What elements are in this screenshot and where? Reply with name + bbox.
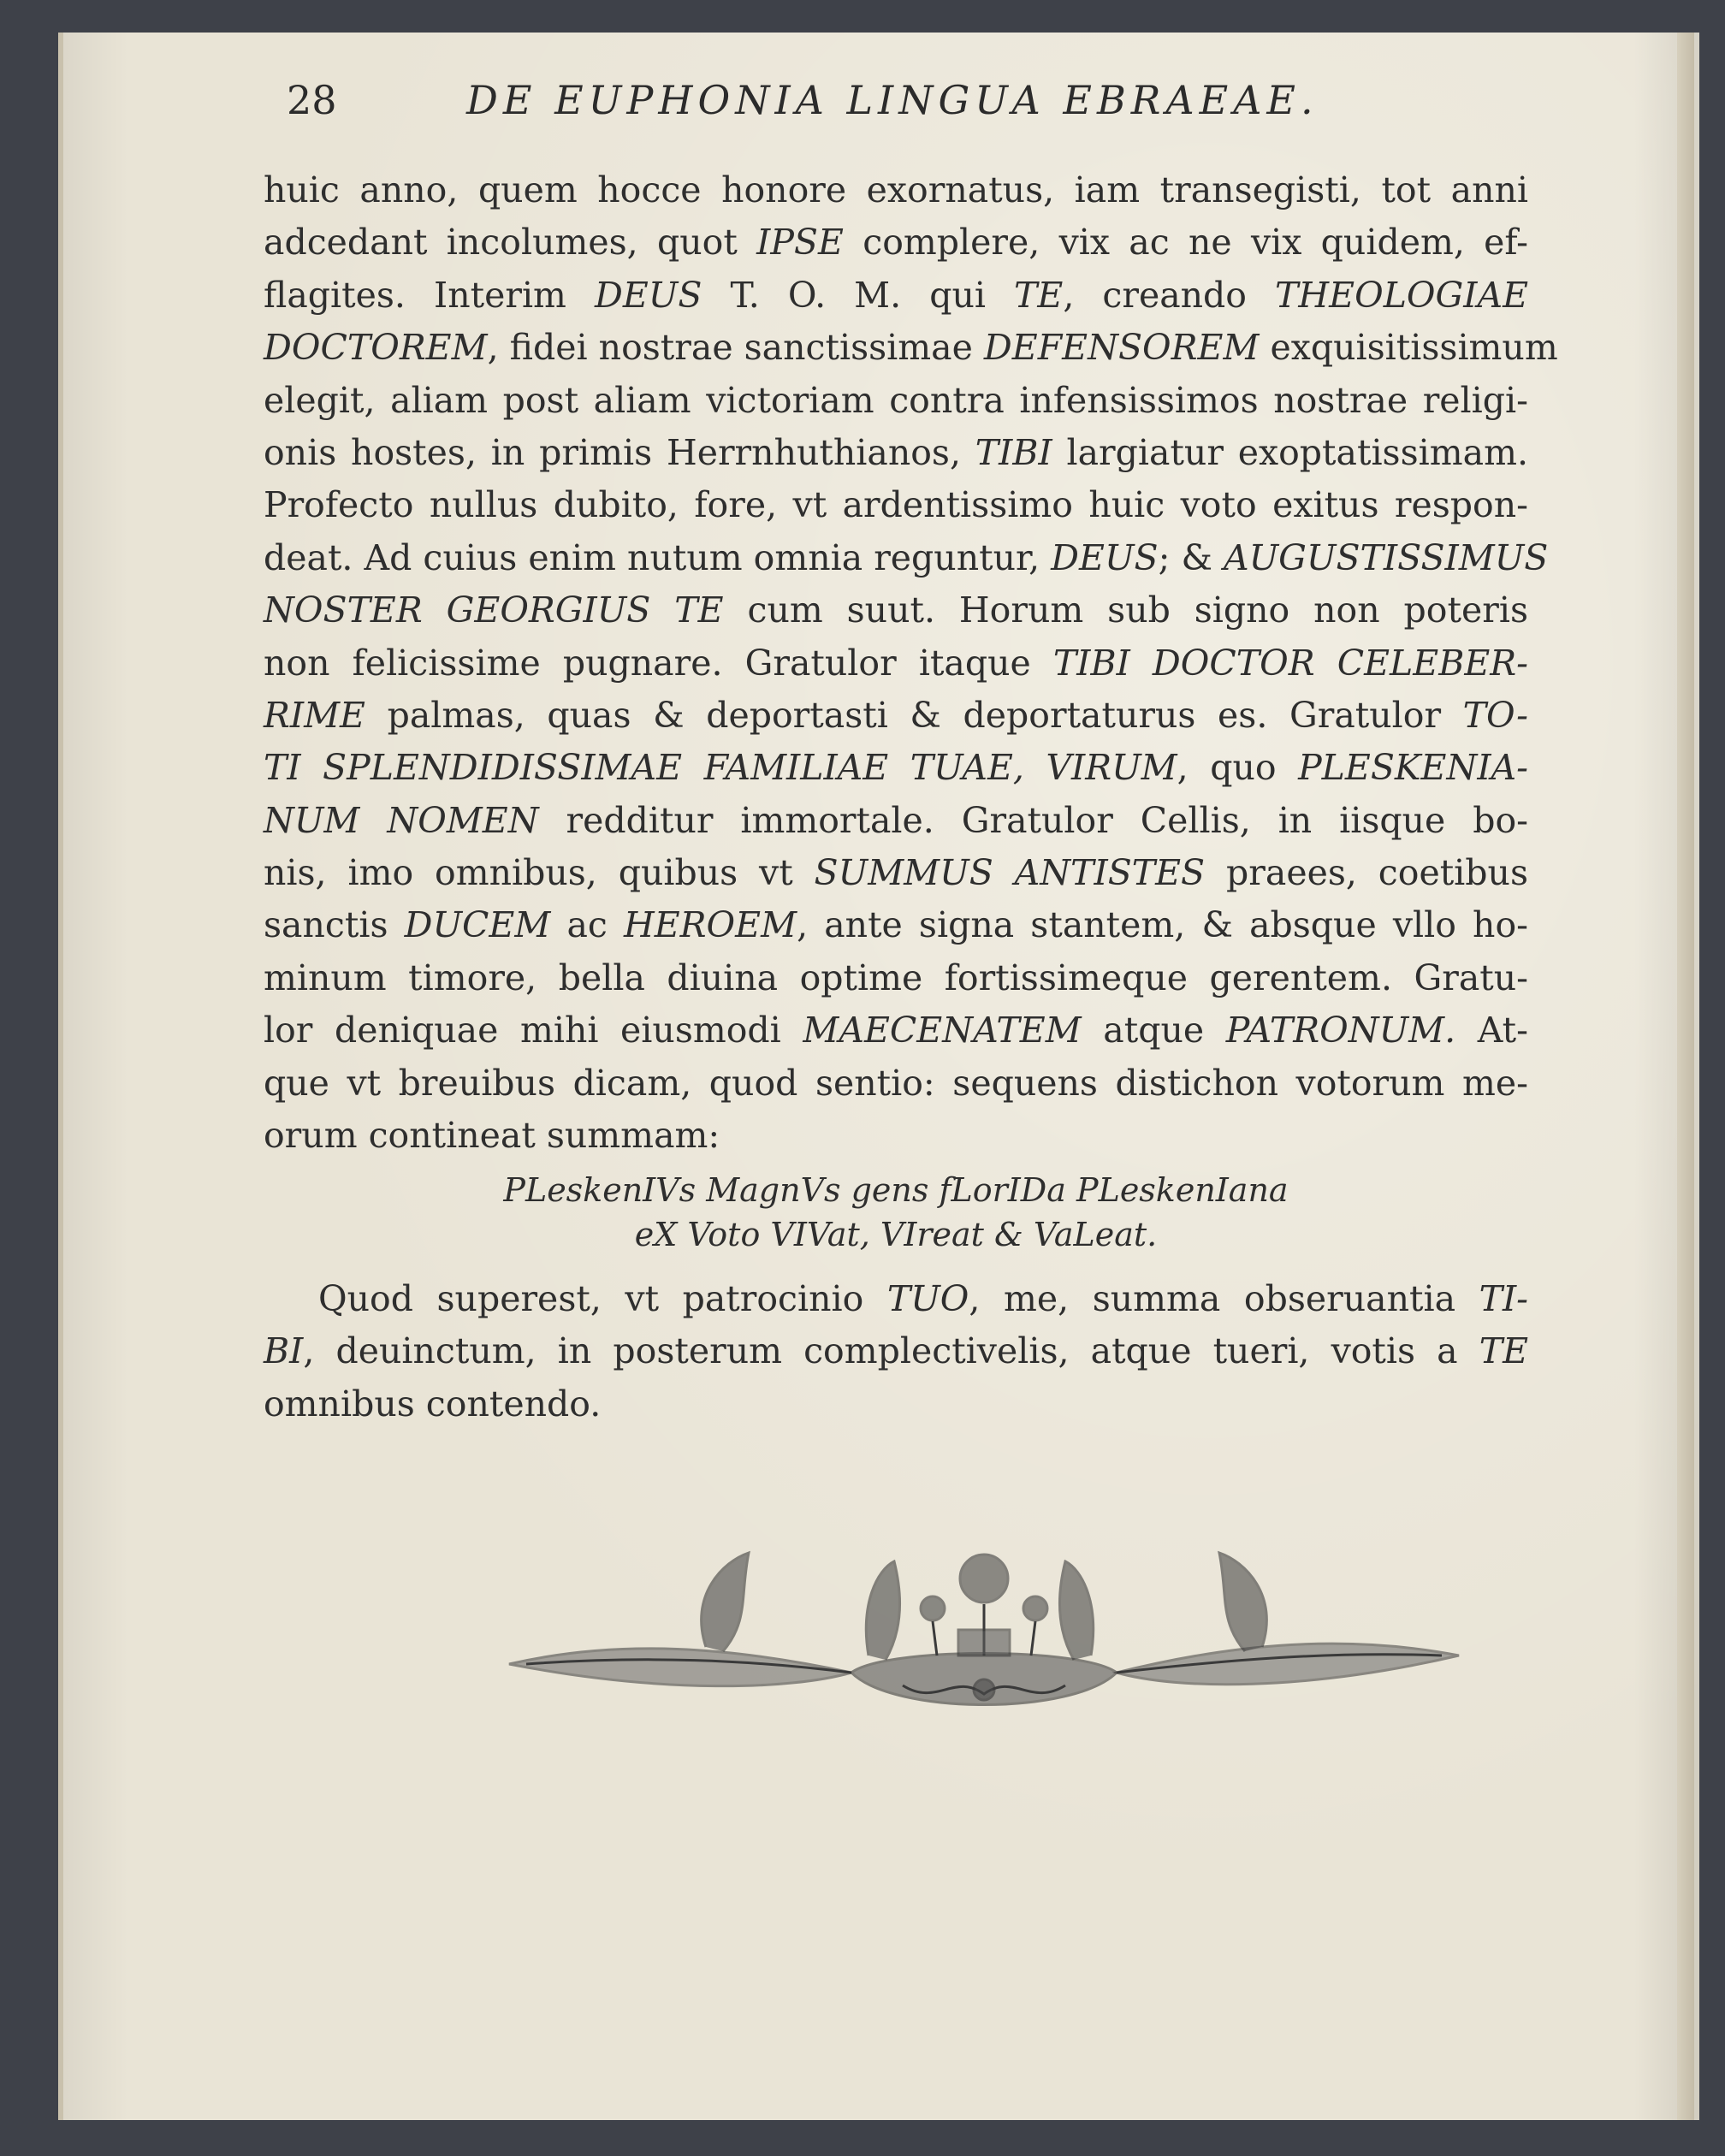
page-number: 28 <box>287 77 337 123</box>
text-run: nis, imo omnibus, quibus vt <box>264 852 815 894</box>
verse-line: PLeskenIVs MagnVs gens fLorIDa PLeskenIana <box>503 1171 1289 1209</box>
text-run: Profecto nullus dubito, fore, vt ardentissimo huic voto exitus respon- <box>264 484 1528 526</box>
italic-text: NUM NOMEN <box>264 799 539 841</box>
text-run: complere, vix ac ne vix quidem, ef- <box>843 222 1528 264</box>
text-run: adcedant incolumes, quot <box>264 222 757 264</box>
italic-text: TE <box>1479 1330 1528 1372</box>
text-run: , deuinctum, in posterum complectivelis, atque tueri, votis a <box>303 1330 1479 1372</box>
text-run: cum suut. Horum sub signo non poteris <box>723 589 1528 631</box>
text-run: lor deniquae mihi eiusmodi <box>264 1010 803 1051</box>
text-line <box>264 795 1528 847</box>
text-line <box>264 637 1528 690</box>
text-run: redditur immortale. Gratulor Cellis, in iisque bo- <box>538 799 1528 841</box>
text-run: que vt breuibus dicam, quod sentio: sequens distichon votorum me- <box>264 1062 1528 1104</box>
italic-text: BI <box>264 1330 304 1372</box>
text-run: ; & <box>1158 536 1224 578</box>
text-line <box>264 584 1528 637</box>
italic-text: PATRONUM. <box>1225 1010 1456 1051</box>
text-line <box>264 532 1549 584</box>
running-title: DE EUPHONIA LINGUA EBRAEAE. <box>466 77 1319 123</box>
text-run: , me, summa obseruantia <box>969 1278 1479 1319</box>
text-run: deat. Ad cuius enim nutum omnia reguntur, <box>264 536 1052 578</box>
text-run: ac <box>550 904 624 946</box>
italic-text: TUO <box>886 1278 969 1319</box>
text-line <box>264 427 1528 479</box>
verse-distichon <box>264 1168 1528 1257</box>
italic-text: AUGUSTISSIMUS <box>1224 536 1549 578</box>
text-line <box>264 1378 1528 1430</box>
text-line <box>264 899 1528 951</box>
text-run: huic anno, quem hocce honore exornatus, iam transegisti, tot anni <box>264 169 1528 210</box>
text-line <box>264 375 1528 427</box>
text-run: , fidei nostrae sanctissimae <box>487 327 984 369</box>
text-line <box>264 479 1528 531</box>
italic-text: DEUS <box>1051 536 1159 578</box>
text-run: palmas, quas & deportasti & deportaturus es. Gratulor <box>365 694 1463 736</box>
text-line <box>264 216 1528 269</box>
text-line <box>264 1004 1528 1057</box>
italic-text: DUCEM <box>404 904 551 946</box>
italic-text: HEROEM <box>623 904 797 946</box>
italic-text: NOSTER GEORGIUS TE <box>264 589 724 631</box>
text-run: onis hostes, in primis Herrnhuthianos, <box>264 431 975 473</box>
text-run: exquisitissimum <box>1259 327 1558 369</box>
text-run: Quod superest, vt patrocinio <box>318 1278 887 1319</box>
text-run: flagites. Interim <box>264 274 595 316</box>
closing-paragraph <box>264 1273 1528 1430</box>
text-line <box>264 952 1528 1004</box>
italic-text: RIME <box>264 694 365 736</box>
text-line <box>264 690 1528 742</box>
text-run: , quo <box>1177 747 1299 789</box>
page-edge <box>1677 33 1694 2120</box>
text-run: non felicissime pugnare. Gratulor itaque <box>264 642 1053 684</box>
text-run: T. O. M. qui <box>702 274 1015 316</box>
italic-text: TI- <box>1479 1278 1528 1319</box>
text-run: atque <box>1081 1010 1226 1051</box>
italic-text: THEOLOGIAE <box>1275 274 1529 316</box>
text-line <box>264 164 1528 216</box>
text-run: At- <box>1455 1010 1528 1051</box>
italic-text: PLESKENIA- <box>1298 747 1529 789</box>
text-run: minum timore, bella diuina optime fortissimeque gerentem. Gratu- <box>264 957 1528 998</box>
verse-line: eX Voto VIVat, VIreat & VaLeat. <box>634 1216 1158 1253</box>
text-run: sanctis <box>264 904 405 946</box>
text-line <box>264 1273 1528 1325</box>
italic-text: TIBI <box>975 431 1052 473</box>
italic-text: DOCTOREM <box>264 327 488 369</box>
text-line <box>264 742 1528 794</box>
text-line <box>264 322 1558 374</box>
text-line <box>264 847 1528 899</box>
italic-text: TIBI DOCTOR CELEBER- <box>1052 642 1528 684</box>
italic-text: SUMMUS ANTISTES <box>814 852 1206 894</box>
text-line <box>264 270 1528 322</box>
italic-text: TO- <box>1462 694 1528 736</box>
italic-text: TI SPLENDIDISSIMAE FAMILIAE TUAE, VIRUM <box>264 747 1177 789</box>
text-run: omnibus contendo. <box>264 1383 602 1424</box>
italic-text: IPSE <box>756 222 844 264</box>
italic-text: TE <box>1014 274 1064 316</box>
text-run: largiatur exoptatissimam. <box>1052 431 1528 473</box>
floral-tailpiece-icon <box>492 1544 1476 1724</box>
text-run: elegit, aliam post aliam victoriam contra infensissimos nostrae religi- <box>264 379 1528 421</box>
text-line <box>264 1057 1528 1110</box>
italic-text: MAECENATEM <box>803 1010 1082 1051</box>
text-line <box>264 1325 1528 1377</box>
page-header <box>287 77 1519 128</box>
text-line <box>264 1110 1528 1162</box>
text-run: , creando <box>1063 274 1276 316</box>
text-run: orum contineat summam: <box>264 1115 720 1157</box>
text-run: praees, coetibus <box>1205 852 1528 894</box>
italic-text: DEFENSOREM <box>983 327 1260 369</box>
dedication-paragraph <box>264 164 1558 1162</box>
text-run: , ante signa stantem, & absque vllo ho- <box>797 904 1528 946</box>
italic-text: DEUS <box>594 274 702 316</box>
